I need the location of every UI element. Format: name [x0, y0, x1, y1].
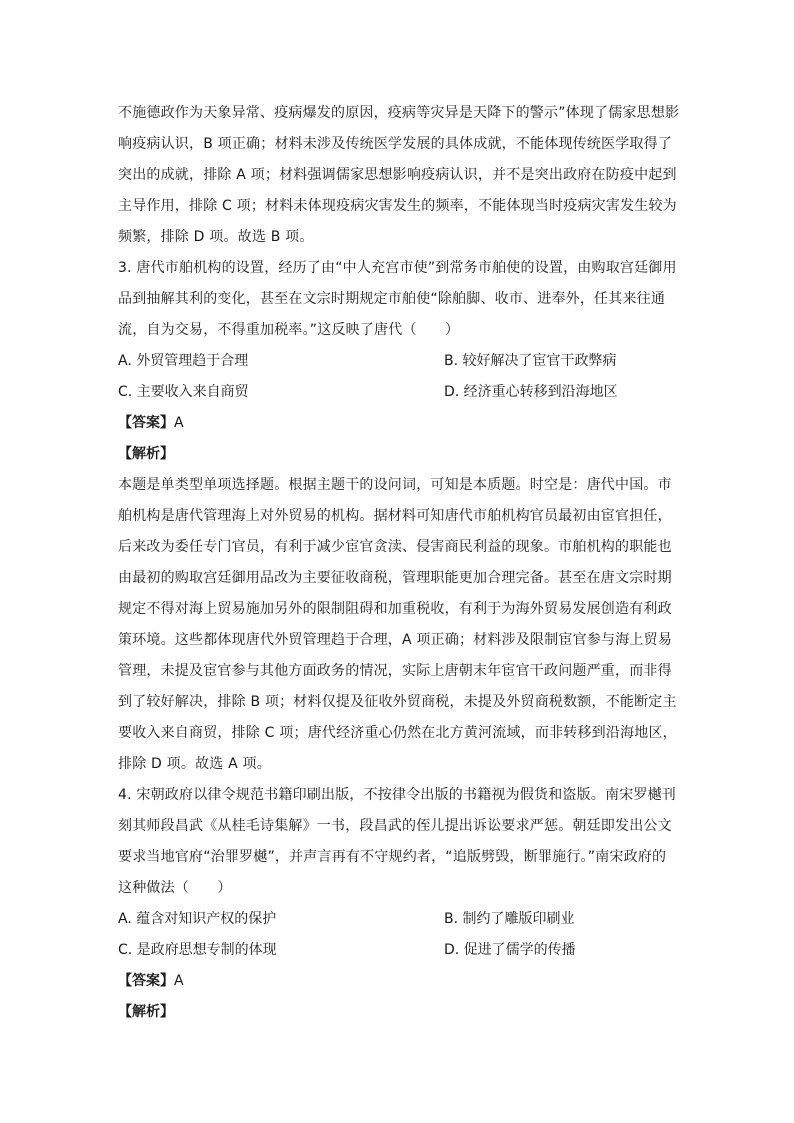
option-c: C. 主要收入来自商贸 — [118, 384, 249, 400]
question-3 — [118, 253, 678, 780]
option-a: A. 外贸管理趋于合理 — [118, 353, 249, 369]
question-3-options-row-2 — [118, 377, 678, 408]
question-4 — [118, 780, 678, 1028]
question-4-options-row-2 — [118, 935, 678, 966]
question-4-options-row-1 — [118, 904, 678, 935]
option-b: B. 较好解决了宦官干政弊病 — [444, 353, 617, 369]
text-line: 品到抽解其利的变化，甚至在文宗时期规定市舶使“除舶脚、收市、进奉外，任其来往通 — [118, 291, 666, 307]
text-line: 频繁，排除 D 项。故选 B 项。 — [118, 229, 314, 245]
text-line: 突出的成就，排除 A 项；材料强调儒家思想影响疫病认识，并不是突出政府在防疫中起到 — [118, 167, 677, 183]
document-content — [118, 98, 678, 1028]
text-line: 流，自为交易，不得重加税率。”这反映了唐代（ ） — [118, 322, 460, 338]
text-line: 管理，未提及宦官参与其他方面政务的情况，实际上唐朝末年宦官干政问题严重，而非得 — [118, 663, 672, 679]
question-3-stem — [118, 253, 678, 346]
text-line: 这种做法（ ） — [118, 880, 232, 896]
question-3-analysis-label: 【解析】 — [118, 446, 174, 462]
question-4-stem — [118, 780, 678, 904]
question-3-options-row-1 — [118, 346, 678, 377]
text-line: 4. 宋朝政府以律令规范书籍印刷出版，不按律令出版的书籍视为假货和盗版。南宋罗樾刊 — [118, 787, 677, 803]
text-line: 要求当地官府“治罪罗樾”，并声言再有不守规约者，“追版劈毁，断罪施行。”南宋政府的 — [118, 849, 667, 865]
text-line: 后来改为委任专门官员，有利于减少宦官贪渎、侵害商民利益的现象。市舶机构的职能也 — [118, 539, 672, 555]
text-line: 舶机构是唐代管理海上对外贸易的机构。据材料可知唐代市舶机构官员最初由宦官担任， — [118, 508, 672, 524]
text-line: 不施德政作为天象异常、疫病爆发的原因，疫病等灾异是天降下的警示”体现了儒家思想影 — [118, 105, 680, 121]
text-line: 要收入来自商贸，排除 C 项；唐代经济重心仍然在北方黄河流域，而非转移到沿海地区， — [118, 725, 677, 741]
text-line: 由最初的购取宫廷御用品改为主要征收商税，管理职能更加合理完备。甚至在唐文宗时期 — [118, 570, 672, 586]
answer-value: A — [174, 973, 184, 989]
option-a: A. 蕴含对知识产权的保护 — [118, 911, 277, 927]
text-line: 3. 唐代市舶机构的设置，经历了由“中人充宫市使”到常务市舶使的设置，由购取宫廷御用 — [118, 260, 677, 276]
option-d: D. 经济重心转移到沿海地区 — [444, 384, 618, 400]
text-line: 规定不得对海上贸易施加另外的限制阻碍和加重税收，有利于为海外贸易发展创造有利政 — [118, 601, 672, 617]
answer-label: 【答案】 — [118, 973, 174, 989]
q2-analysis-tail — [118, 98, 678, 253]
answer-label: 【答案】 — [118, 415, 174, 431]
text-line: 响疫病认识，B 项正确；材料未涉及传统医学发展的具体成就，不能体现传统医学取得了 — [118, 136, 673, 152]
text-line: 刻其师段昌武《从桂毛诗集解》一书，段昌武的侄儿提出诉讼要求严惩。朝廷即发出公文 — [118, 818, 672, 834]
option-b: B. 制约了雕版印刷业 — [444, 911, 575, 927]
answer-value: A — [174, 415, 184, 431]
question-4-answer — [118, 966, 678, 997]
text-line: 排除 D 项。故选 A 项。 — [118, 756, 271, 772]
text-line: 本题是单类型单项选择题。根据主题干的设问词，可知是本质题。时空是：唐代中国。市 — [118, 477, 672, 493]
text-line: 到了较好解决，排除 B 项；材料仅提及征收外贸商税，未提及外贸商税数额，不能断定主 — [118, 694, 677, 710]
option-d: D. 促进了儒学的传播 — [444, 942, 576, 958]
question-3-answer — [118, 408, 678, 439]
text-line: 策环境。这些都体现唐代外贸管理趋于合理，A 项正确；材料涉及限制宦官参与海上贸易 — [118, 632, 673, 648]
question-3-analysis — [118, 470, 678, 780]
text-line: 主导作用，排除 C 项；材料未体现疫病灾害发生的频率，不能体现当时疫病灾害发生较为 — [118, 198, 677, 214]
question-4-analysis-label: 【解析】 — [118, 1004, 174, 1020]
option-c: C. 是政府思想专制的体现 — [118, 942, 277, 958]
